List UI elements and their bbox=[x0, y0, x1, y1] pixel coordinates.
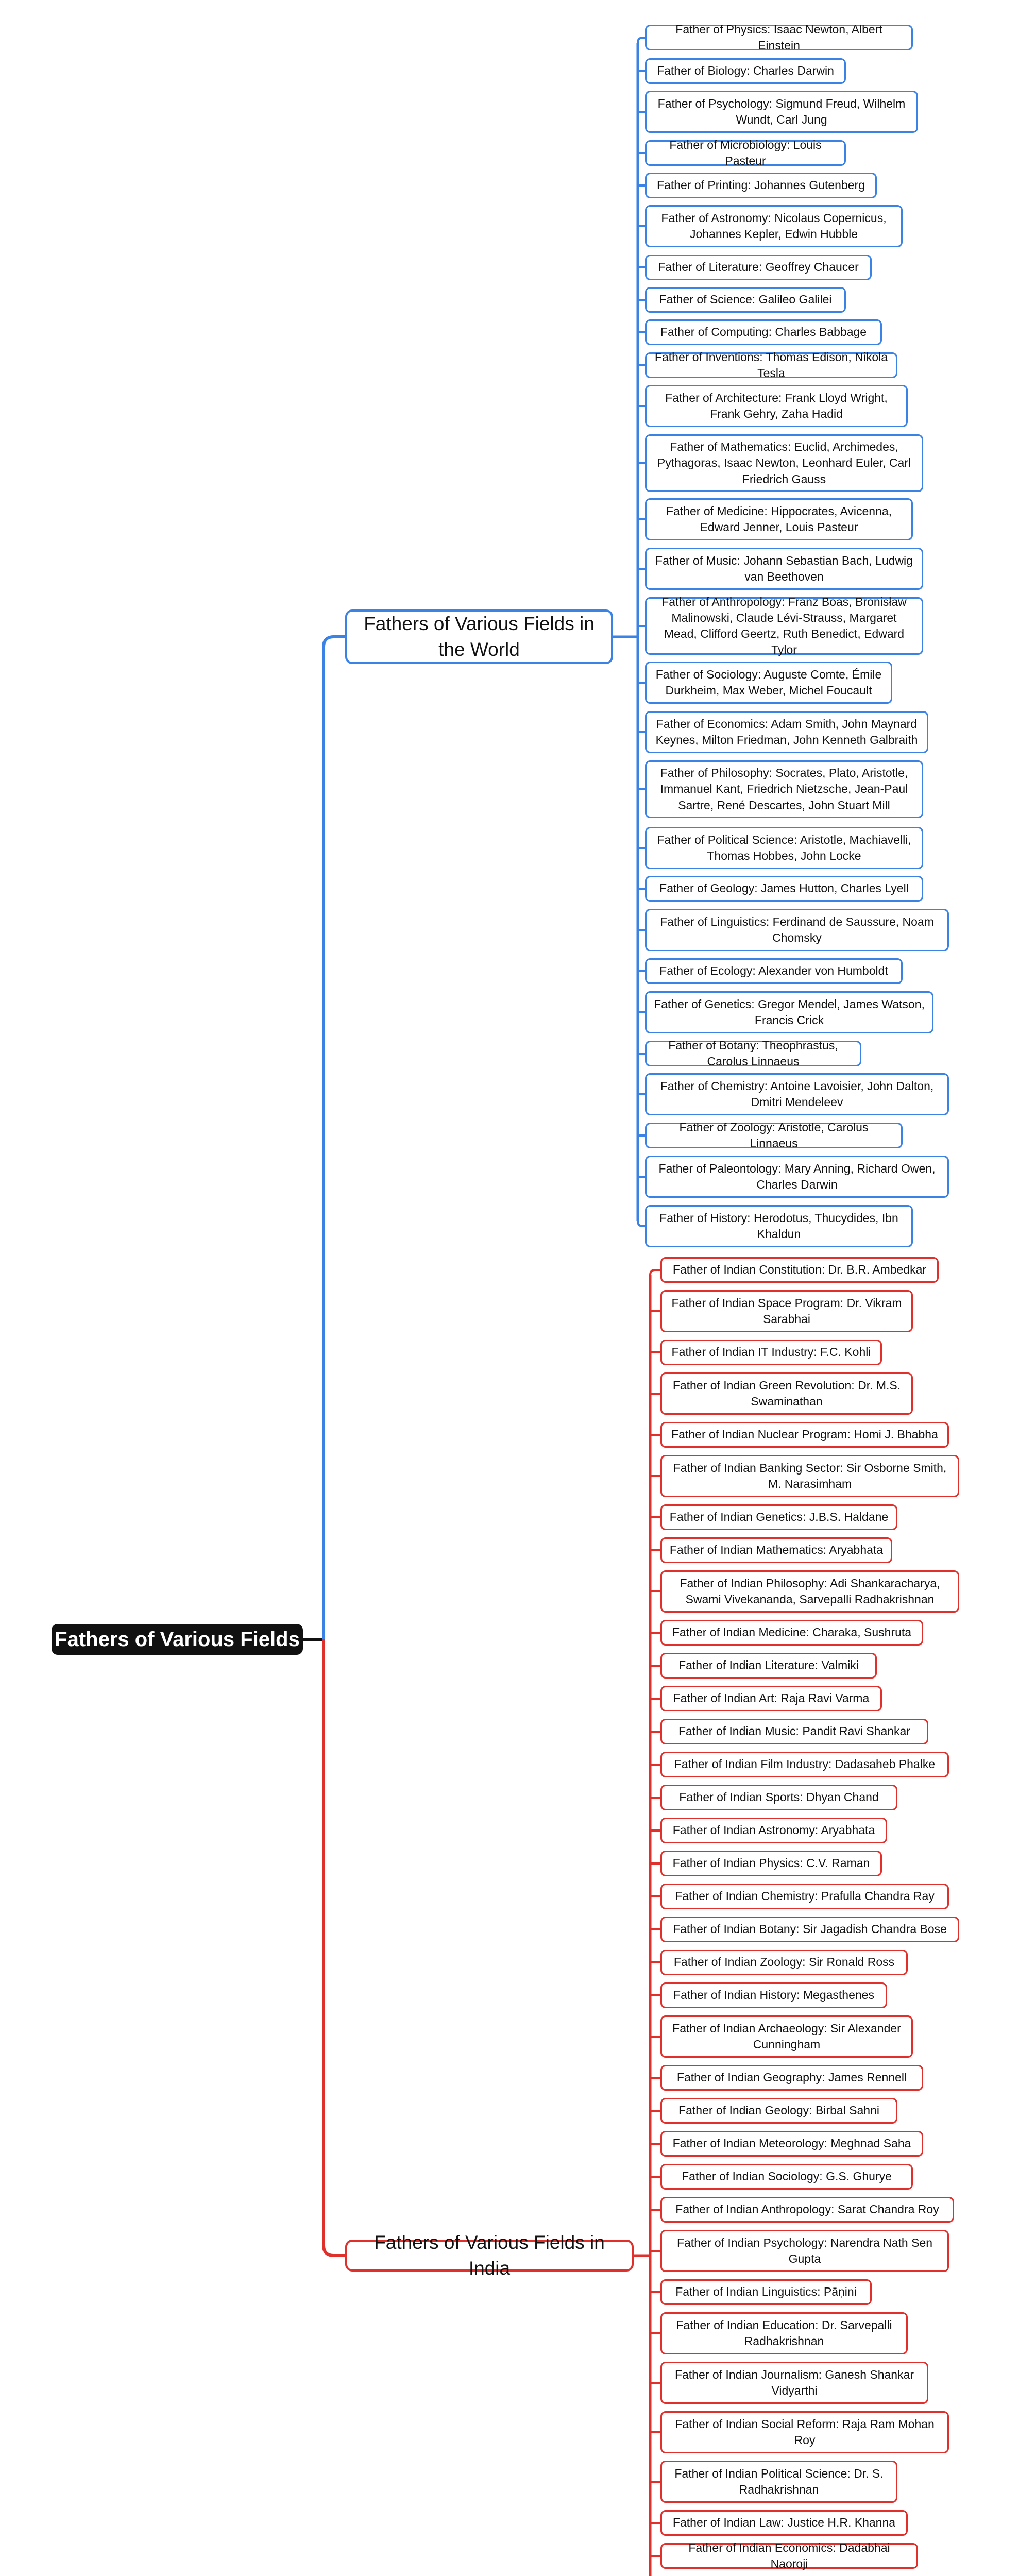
connector-line bbox=[324, 1639, 345, 2256]
world-field-node: Father of Genetics: Gregor Mendel, James Watson, Francis Crick bbox=[645, 991, 933, 1033]
root-node: Fathers of Various Fields bbox=[52, 1624, 303, 1655]
world-field-node: Father of Physics: Isaac Newton, Albert Einstein bbox=[645, 25, 913, 50]
india-field-node: Father of Indian Linguistics: Pāṇini bbox=[660, 2279, 872, 2305]
india-field-node: Father of Indian Constitution: Dr. B.R. Ambedkar bbox=[660, 1257, 939, 1283]
connector-line bbox=[650, 1270, 660, 1275]
world-field-node: Father of Microbiology: Louis Pasteur bbox=[645, 140, 846, 166]
world-field-node: Father of Literature: Geoffrey Chaucer bbox=[645, 255, 872, 280]
world-field-node: Father of Music: Johann Sebastian Bach, Ludwig van Beethoven bbox=[645, 548, 923, 590]
india-field-node: Father of Indian IT Industry: F.C. Kohli bbox=[660, 1340, 882, 1365]
india-field-node: Father of Indian Journalism: Ganesh Shankar Vidyarthi bbox=[660, 2362, 928, 2404]
world-field-node: Father of Mathematics: Euclid, Archimedes, Pythagoras, Isaac Newton, Leonhard Euler, Carl Friedrich Gauss bbox=[645, 434, 923, 492]
world-field-node: Father of Biology: Charles Darwin bbox=[645, 58, 846, 84]
india-field-node: Father of Indian Physics: C.V. Raman bbox=[660, 1851, 882, 1876]
india-field-node: Father of Indian Geology: Birbal Sahni bbox=[660, 2098, 897, 2124]
world-field-node: Father of Chemistry: Antoine Lavoisier, John Dalton, Dmitri Mendeleev bbox=[645, 1073, 949, 1115]
world-field-node: Father of Geology: James Hutton, Charles Lyell bbox=[645, 876, 923, 902]
india-field-node: Father of Indian Chemistry: Prafulla Chandra Ray bbox=[660, 1884, 949, 1909]
world-field-node: Father of Anthropology: Franz Boas, Bronisław Malinowski, Claude Lévi-Strauss, Margaret Mead, Clifford Geertz, Ruth Benedict, Edward Tylor bbox=[645, 597, 923, 655]
connector-line bbox=[638, 38, 645, 43]
india-field-node: Father of Indian Zoology: Sir Ronald Ross bbox=[660, 1950, 908, 1975]
india-field-node: Father of Indian Education: Dr. Sarvepalli Radhakrishnan bbox=[660, 2312, 908, 2354]
india-field-node: Father of Indian Genetics: J.B.S. Haldane bbox=[660, 1504, 897, 1530]
world-field-node: Father of Inventions: Thomas Edison, Nikola Tesla bbox=[645, 352, 897, 378]
world-field-node: Father of Zoology: Aristotle, Carolus Linnaeus bbox=[645, 1123, 903, 1148]
world-field-node: Father of Ecology: Alexander von Humboldt bbox=[645, 958, 903, 984]
world-field-node: Father of Printing: Johannes Gutenberg bbox=[645, 173, 877, 198]
world-field-node: Father of Architecture: Frank Lloyd Wright, Frank Gehry, Zaha Hadid bbox=[645, 385, 908, 427]
india-field-node: Father of Indian Medicine: Charaka, Sushruta bbox=[660, 1620, 923, 1646]
india-field-node: Father of Indian Social Reform: Raja Ram Mohan Roy bbox=[660, 2411, 949, 2453]
connector-line bbox=[324, 637, 345, 1639]
india-field-node: Father of Indian Mathematics: Aryabhata bbox=[660, 1537, 892, 1563]
branch-world: Fathers of Various Fields in the World bbox=[345, 609, 613, 664]
india-field-node: Father of Indian Economics: Dadabhai Naoroji bbox=[660, 2543, 918, 2569]
world-field-node: Father of Computing: Charles Babbage bbox=[645, 319, 882, 345]
world-field-node: Father of Medicine: Hippocrates, Avicenna, Edward Jenner, Louis Pasteur bbox=[645, 498, 913, 540]
india-field-node: Father of Indian Literature: Valmiki bbox=[660, 1653, 877, 1679]
india-field-node: Father of Indian Archaeology: Sir Alexander Cunningham bbox=[660, 2015, 913, 2058]
india-field-node: Father of Indian Astronomy: Aryabhata bbox=[660, 1818, 887, 1843]
india-field-node: Father of Indian Botany: Sir Jagadish Chandra Bose bbox=[660, 1917, 959, 1942]
india-field-node: Father of Indian Film Industry: Dadasaheb Phalke bbox=[660, 1752, 949, 1777]
india-field-node: Father of Indian Music: Pandit Ravi Shankar bbox=[660, 1719, 928, 1744]
india-field-node: Father of Indian Philosophy: Adi Shankaracharya, Swami Vivekananda, Sarvepalli Radhakrishnan bbox=[660, 1570, 959, 1613]
india-field-node: Father of Indian History: Megasthenes bbox=[660, 1982, 887, 2008]
india-field-node: Father of Indian Law: Justice H.R. Khanna bbox=[660, 2510, 908, 2536]
india-field-node: Father of Indian Green Revolution: Dr. M.S. Swaminathan bbox=[660, 1372, 913, 1415]
india-field-node: Father of Indian Geography: James Rennell bbox=[660, 2065, 923, 2091]
world-field-node: Father of Sociology: Auguste Comte, Émile Durkheim, Max Weber, Michel Foucault bbox=[645, 662, 892, 704]
india-field-node: Father of Indian Nuclear Program: Homi J. Bhabha bbox=[660, 1422, 949, 1448]
world-field-node: Father of Astronomy: Nicolaus Copernicus, Johannes Kepler, Edwin Hubble bbox=[645, 205, 903, 247]
connector-line bbox=[638, 1221, 645, 1226]
world-field-node: Father of Political Science: Aristotle, Machiavelli, Thomas Hobbes, John Locke bbox=[645, 827, 923, 869]
india-field-node: Father of Indian Sports: Dhyan Chand bbox=[660, 1785, 897, 1810]
india-field-node: Father of Indian Sociology: G.S. Ghurye bbox=[660, 2164, 913, 2190]
world-field-node: Father of Science: Galileo Galilei bbox=[645, 287, 846, 313]
india-field-node: Father of Indian Political Science: Dr. S. Radhakrishnan bbox=[660, 2461, 897, 2503]
india-field-node: Father of Indian Banking Sector: Sir Osborne Smith, M. Narasimham bbox=[660, 1455, 959, 1497]
india-field-node: Father of Indian Art: Raja Ravi Varma bbox=[660, 1686, 882, 1711]
india-field-node: Father of Indian Meteorology: Meghnad Saha bbox=[660, 2131, 923, 2157]
india-field-node: Father of Indian Psychology: Narendra Nath Sen Gupta bbox=[660, 2230, 949, 2272]
world-field-node: Father of Botany: Theophrastus, Carolus Linnaeus bbox=[645, 1041, 861, 1066]
india-field-node: Father of Indian Anthropology: Sarat Chandra Roy bbox=[660, 2197, 954, 2223]
world-field-node: Father of Psychology: Sigmund Freud, Wilhelm Wundt, Carl Jung bbox=[645, 91, 918, 133]
world-field-node: Father of History: Herodotus, Thucydides, Ibn Khaldun bbox=[645, 1205, 913, 1247]
world-field-node: Father of Philosophy: Socrates, Plato, Aristotle, Immanuel Kant, Friedrich Nietzsche, Jean-Paul Sartre, René Descartes, John Stuart Mill bbox=[645, 760, 923, 818]
world-field-node: Father of Economics: Adam Smith, John Maynard Keynes, Milton Friedman, John Kenneth Galbraith bbox=[645, 711, 928, 753]
world-field-node: Father of Paleontology: Mary Anning, Richard Owen, Charles Darwin bbox=[645, 1156, 949, 1198]
world-field-node: Father of Linguistics: Ferdinand de Saussure, Noam Chomsky bbox=[645, 909, 949, 951]
branch-india: Fathers of Various Fields in India bbox=[345, 2240, 634, 2272]
india-field-node: Father of Indian Space Program: Dr. Vikram Sarabhai bbox=[660, 1290, 913, 1332]
